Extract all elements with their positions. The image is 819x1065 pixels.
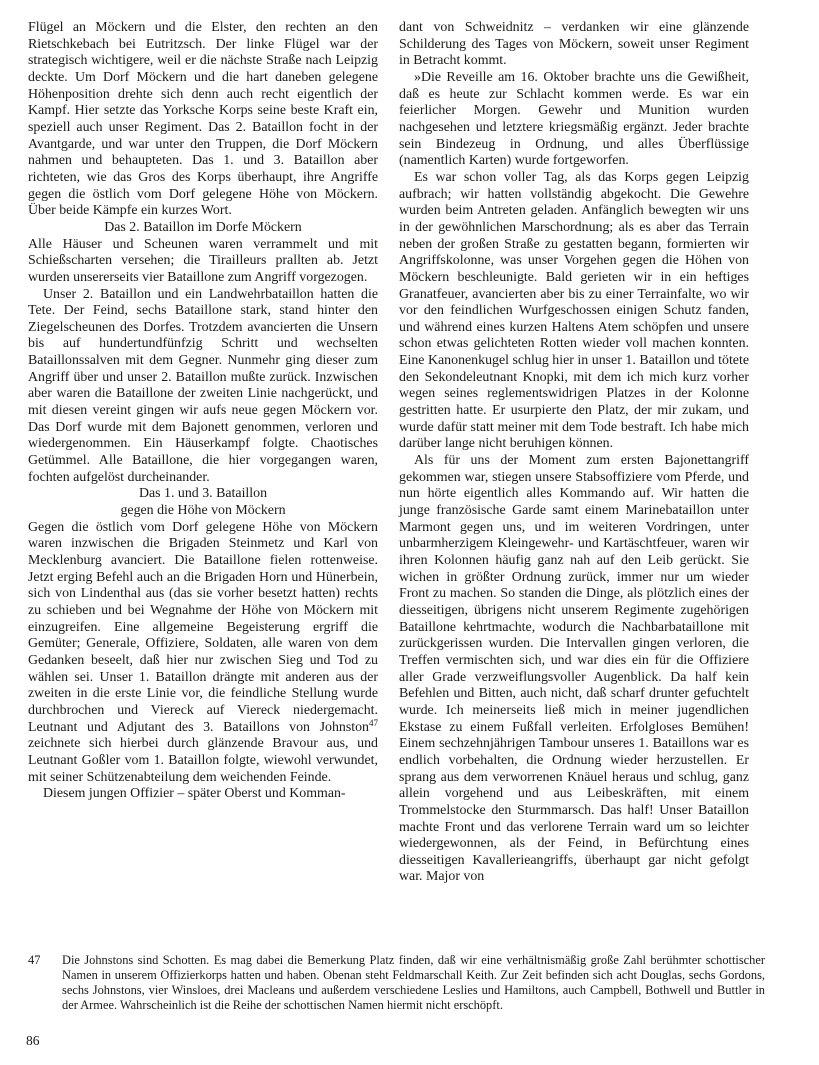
footnote-reference-47: 47 [369, 717, 378, 728]
paragraph-hill-assault [28, 520, 378, 787]
paragraph-tete-advance: Unser 2. Bataillon und ein Landwehrbataillon hatten die Tete. Der Feind, sechs Bataillone stark, stand hinter den Ziegelscheunen des Dorfes. Trotzdem avancierten die Unsern bis auf hundertundfünfzig Schritt und wechselten Bataillonssalven mit dem Gegner. Nunmehr ging dieser zum Angriff über und unser 2. Bataillon mußte zurück. Inzwischen aber waren die Bataillone der zweiten Linie nachgerückt, und mit diesen vereint gingen wir aufs neue gegen Möckern vor. Das Dorf wurde mit dem Bajonett genommen, verloren und wiedergenommen. Ein Häuserkampf folgte. Chaotisches Getümmel. Alle Bataillone, die hier vorgegangen waren, fochten aufgelöst durcheinander. [28, 286, 378, 485]
right-column [399, 20, 749, 954]
paragraph-hill-assault-text-after: zeichnete sich hierbei durch glänzende Bravour aus, und Leutnant Goßler vom 1. Bataillon folgte, wiewohl verwundet, mit seiner Schützenabteilung dem weichenden Feinde. [28, 736, 378, 785]
paragraph-continued-flank: Flügel an Möckern und die Elster, den rechten an den Rietschkebach bei Eutritzsch. Der linke Flügel war der strategisch wichtigere, weil er die nächste Straße nach Leipzig deckte. Um Dorf Möckern und die hart daneben gelegene Höhenposition drehte sich denn auch recht eigentlich der Kampf. Hier setzte das Yorksche Korps seine beste Kraft ein, speziell auch unser Regiment. Das 2. Bataillon focht in der Avantgarde, und war unter den Truppen, die Dorf Möckern nahmen und behaupteten. Das 1. und 3. Bataillon aber richteten, wie das Gros des Korps überhaupt, ihre Angriffe gegen die östlich vom Dorf gelegene Höhe von Möckern. Über beide Kämpfe ein kurzes Wort. [28, 20, 378, 219]
footnote-47 [28, 953, 765, 1013]
section-heading-hill-line-1: Das 1. und 3. Bataillon [138, 486, 268, 502]
footnote-number: 47 [28, 953, 41, 967]
footnote-text: Die Johnstons sind Schotten. Es mag dabei die Bemerkung Platz finden, daß wir eine verhältnismäßig große Zahl berühmter schottischer Namen in unserem Offizierkorps hatten und haben. Obenan steht Feldmarschall Keith. Zur Zeit befinden sich acht Douglas, sechs Gordons, sechs Johnstons, vier Winsloes, drei Macleans und außerdem verschiedene Leslies und Hamiltons, auch Campbell, Bothwell und Buttler in der Armee. Wahrscheinlich ist die Reihe der schottischen Namen hiermit nicht erschöpft. [62, 953, 765, 1012]
section-heading-hill [28, 486, 378, 519]
left-column [28, 20, 378, 954]
section-heading-village: Das 2. Bataillon im Dorfe Möckern [104, 219, 302, 235]
paragraph-march-to-leipzig: Es war schon voller Tag, als das Korps gegen Leipzig aufbrach; wir hatten vollständig abgekocht. Die Gewehre wurden beim Antreten geladen. Anfänglich bewegten wir uns in der gewöhnlichen Marschordnung; als es aber das Terrain neben der großen Straße zu gestatten begann, formierten wir Angriffskolonne, was unser Vorgehen gegen die Höhen von Möckern beschleunigte. Bald gerieten wir in ein heftiges Granatfeuer, avancierten aber bis zu einer Terrainfalte, wo wir vor den feindlichen Wurfgeschossen einigen Schutz fanden, und während eines kurzen Haltens Atem schöpfen und unsere schon etwas gelichteten Rotten wieder voll machen konnten. Eine Kanonenkugel schlug hier in unser 1. Bataillon und tötete den Sekondeleutnant Knopki, mit dem ich mich kurz vorher wegen seines reglementswidrigen Platzes in der Kolonne gestritten hatte. Er usurpierte den Platz, der mir zukam, und wurde dafür statt meiner mit dem Tode bestraft. Ich habe mich darüber lange nicht beruhigen können. [399, 169, 749, 452]
paragraph-houses-barricaded: Alle Häuser und Scheunen waren verrammelt und mit Schießscharten versehen; die Tirailleurs prallten ab. Jetzt wurden unsererseits vier Bataillone zum Angriff vorgezogen. [28, 236, 378, 285]
section-heading-hill-line-2: gegen die Höhe von Möckern [120, 503, 286, 519]
paragraph-reveille-quote: »Die Reveille am 16. Oktober brachte uns die Gewißheit, daß es heute zur Schlacht kommen werde. Es war ein feierlicher Morgen. Gewehr und Munition wurden nachgesehen und letztere kriegsmäßig ergänzt. Jeder brachte sein Bindezeug in Ordnung, und alles Überflüssige (namentlich Karten) wurde fortgeworfen. [399, 69, 749, 169]
two-column-text-body [28, 20, 749, 954]
paragraph-commandant-schweidnitz: dant von Schweidnitz – verdanken wir eine glänzende Schilderung des Tages von Möckern, soweit unser Regiment in Betracht kommt. [399, 20, 749, 69]
paragraph-bayonet-attack: Als für uns der Moment zum ersten Bajonettangriff gekommen war, stiegen unsere Stabsoffiziere vom Pferde, und nun hörte eigentlich alles Kommando auf. Wir hatten die junge französische Garde samt einem Marinebataillon unter Marmont gegen uns, und im weiteren Vordringen, unter unbarmherzigem Kleingewehr- und Kartäschtfeuer, waren wir ihren Kolonnen häufig ganz nah auf den Leib gerückt. Sie wichen in größter Ordnung zurück, immer nur um wieder Front zu machen. So standen die Dinge, als plötzlich eines der diesseitigen, übrigens nicht unserem Regimente zugehörigen Bataillone kehrtmachte, wodurch die Nachbarbataillone mit zurückgerissen wurden. Die Intervallen gingen verloren, die Treffen vermischten sich, und war dies ein für die Offiziere aller Grade verzweiflungsvoller Augenblick. Da half kein Befehlen und Bitten, auch nicht, daß scharf drunter gefuchtelt wurde. Ich meinerseits ließ mich in meiner jugendlichen Ekstase zu einem Fußfall verleiten. Erfolgloses Bemühen! Einem sechzehnjährigen Tambour unseres 1. Bataillons war es endlich vorbehalten, die Ordnung wieder herzustellen. Er sprang aus dem verworrenen Knäuel heraus und schlug, ganz allein vorgehend und aus Leibeskräften, mit einem Trommelstocke den Sturmmarsch. Das half! Unser Bataillon machte Front und das verlorene Terrain ward um so leichter wiedergewonnen, als der Feind, in Befürchtung eines diesseitigen Kavallerieangriffs, überhaupt gar nicht gefolgt war. Major von [399, 453, 749, 885]
paragraph-young-officer: Diesem jungen Offizier – später Oberst und Komman- [43, 786, 346, 802]
page-number: 86 [26, 1033, 40, 1048]
paragraph-hill-assault-text-before: Gegen die östlich vom Dorf gelegene Höhe von Möckern waren inzwischen die Brigaden Steinmetz und Karl von Mecklenburg avanciert. Die Bataillone fielen rottenweise. Jetzt erging Befehl auch an die Brigaden Horn und Hünerbein, sich von Lindenthal aus (das sie vorher besetzt hatten) rechts zu schieben und bei Wegnahme der Höhe von Möckern mit einzugreifen. Eine allgemeine Begeisterung ergriff die Gemüter; Generale, Offiziere, Soldaten, alle waren von dem Gedanken beseelt, daß hier nur zwischen Sieg und Tod zu wählen sei. Unser 1. Bataillon drängte mit anderen aus der zweiten in die erste Linie vor, die feindliche Stellung wurde durchbrochen und Viereck auf Viereck niedergemacht. Leutnant und Adjutant des 3. Bataillons von Johnston [28, 519, 378, 735]
